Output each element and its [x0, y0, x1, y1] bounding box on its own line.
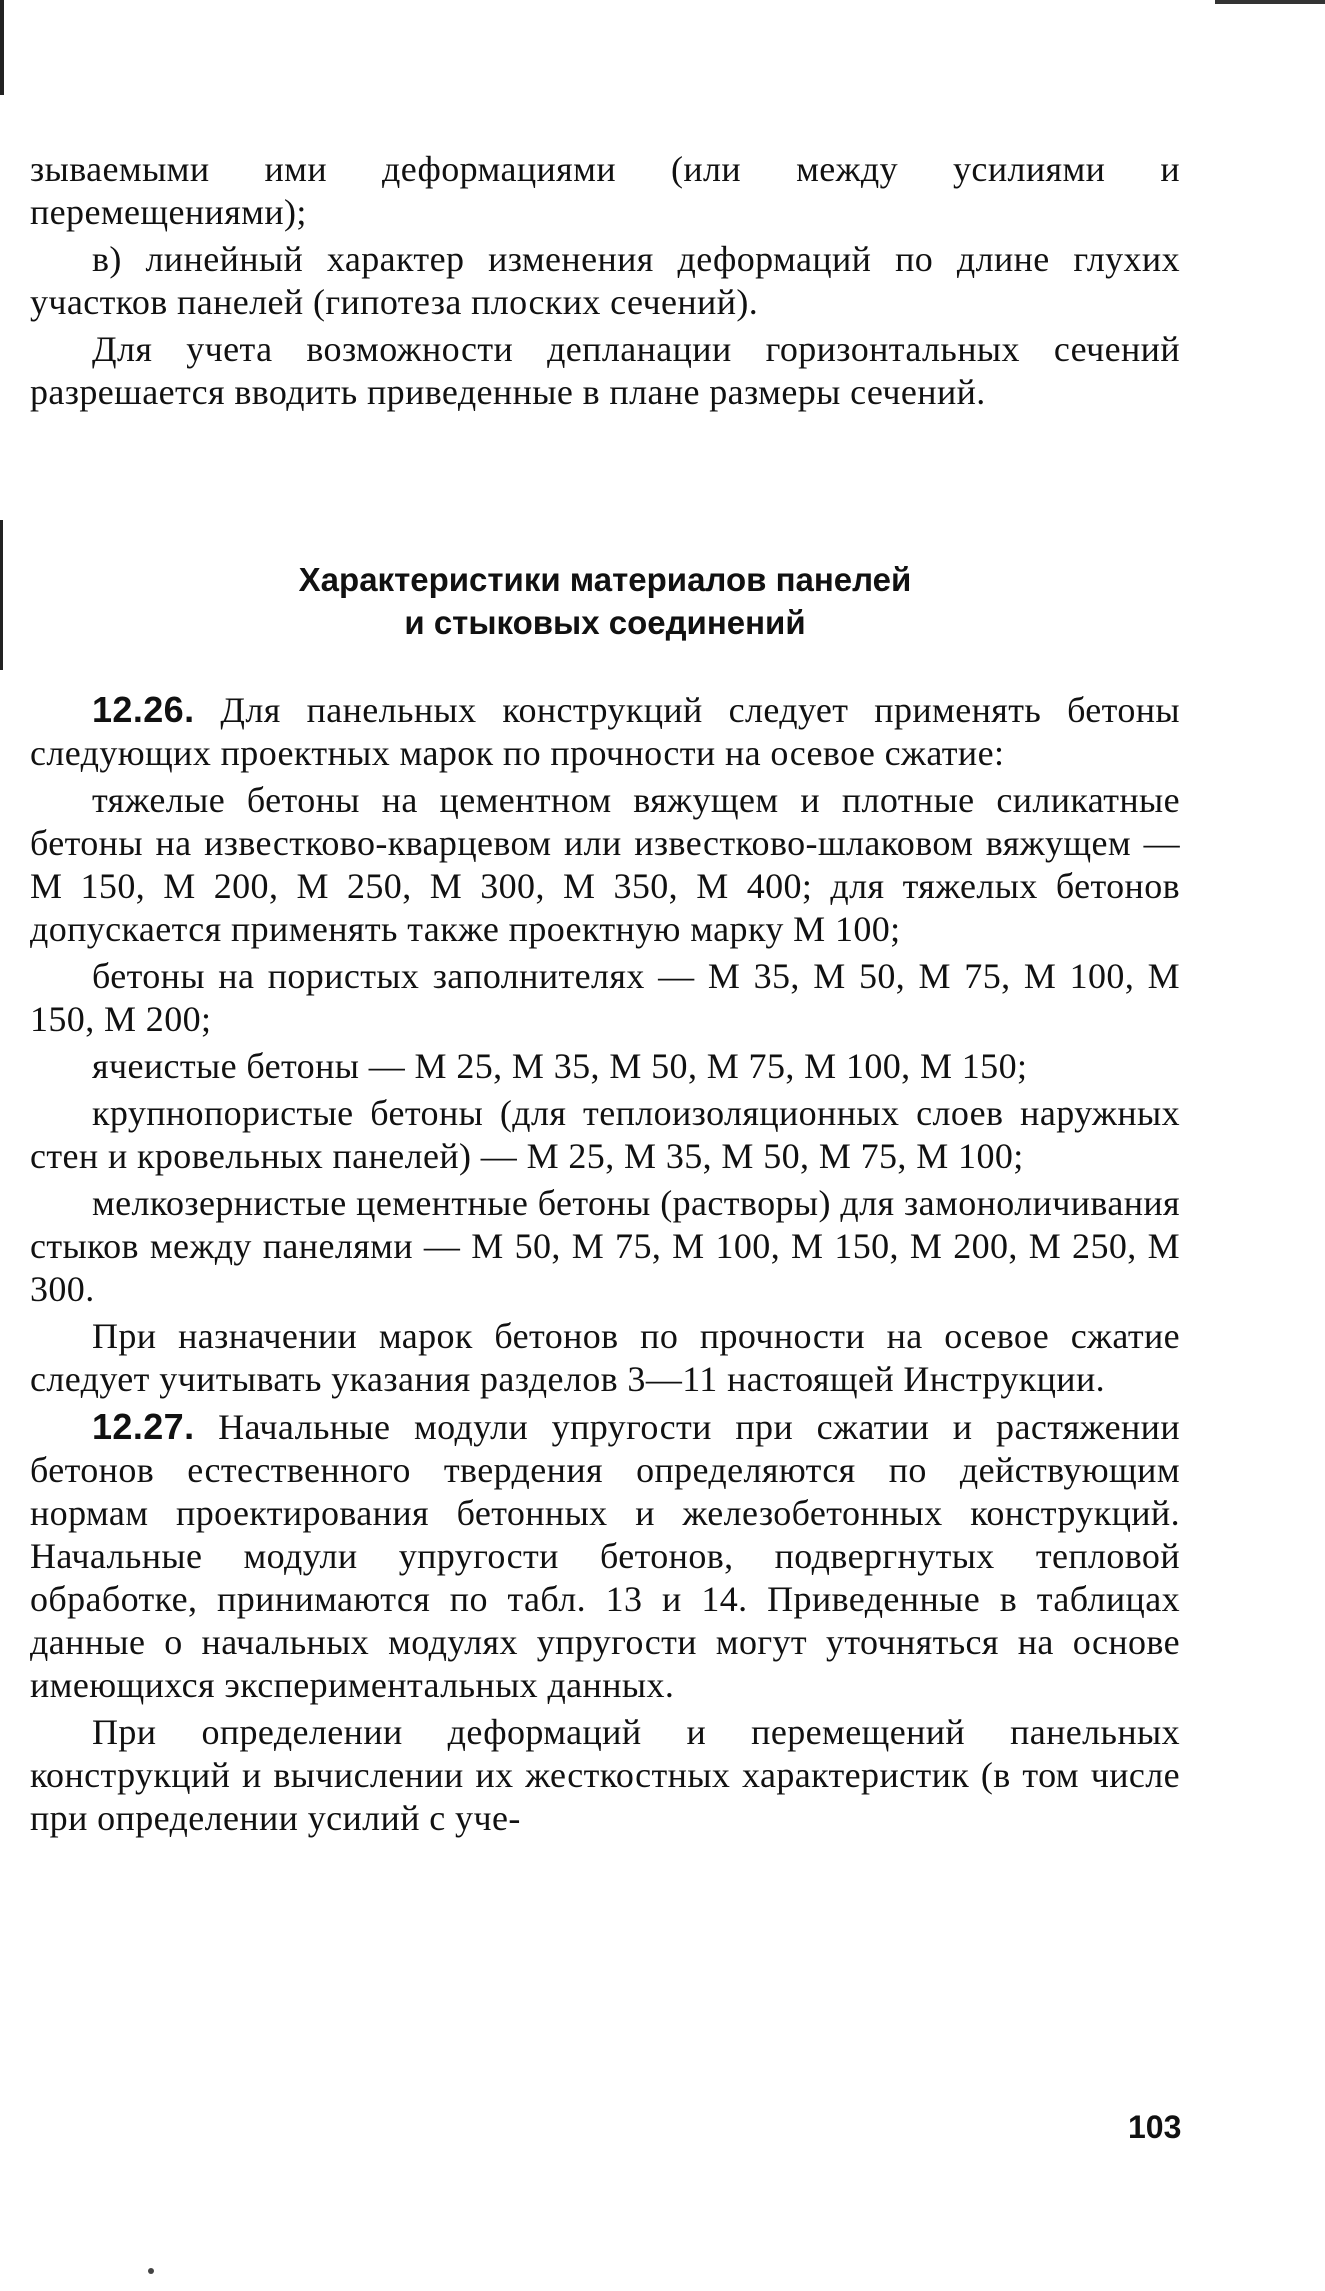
clause-12-26	[30, 688, 1180, 1844]
fine-grained-concrete-item: мелкозернистые цементные бетоны (растворы) для замоноличивания стыков между панелями — М 50, М 75, М 100, М 150, М 200, М 250, М 300.	[30, 1183, 1180, 1309]
section-heading-line-2: и стыковых соединений	[404, 604, 806, 641]
intro-paragraph-continuation: зываемыми ими деформациями (или между усилиями и перемещениями);	[30, 149, 1180, 232]
coarse-porous-concrete-item: крупнопористые бетоны (для теплоизоляционных слоев наружных стен и кровельных панелей) — М 25, М 35, М 50, М 75, М 100;	[30, 1093, 1180, 1176]
clause-12-26-lead-text: Для панельных конструкций следует применять бетоны следующих проектных марок по прочности на осевое сжатие:	[30, 690, 1180, 773]
page-number: 103	[1128, 2109, 1182, 2145]
list-item-v: в) линейный характер изменения деформаций по длине глухих участков панелей (гипотеза плоских сечений).	[30, 239, 1180, 322]
clause-12-27	[30, 1405, 1180, 1707]
clause-12-26-lead	[30, 688, 1180, 775]
scan-edge-mark	[0, 520, 3, 670]
clause-number: 12.26.	[92, 689, 195, 730]
clause-number: 12.27.	[92, 1406, 195, 1447]
heavy-concrete-item: тяжелые бетоны на цементном вяжущем и плотные силикатные бетоны на известково-кварцевом или известково-шлаковом вяжущем — М 150, М 200, М 250, М 300, М 350, М 400; для тяжелых бетонов допускается применять также проектную марку М 100;	[30, 780, 1180, 949]
deformation-paragraph: При определении деформаций и перемещений панельных конструкций и вычислении их жесткостных характеристик (в том числе при определении усилий с уче-	[30, 1712, 1180, 1838]
intro-text	[30, 148, 1180, 418]
scan-top-rule	[1215, 0, 1325, 4]
cellular-concrete-item: ячеистые бетоны — М 25, М 35, М 50, М 75, М 100, М 150;	[92, 1046, 1028, 1086]
deplanation-paragraph: Для учета возможности депланации горизонтальных сечений разрешается вводить приведенные в плане размеры сечений.	[30, 329, 1180, 412]
section-heading	[30, 558, 1180, 644]
porous-concrete-item: бетоны на пористых заполнителях — М 35, М 50, М 75, М 100, М 150, М 200;	[30, 956, 1180, 1039]
section-heading-line-1: Характеристики материалов панелей	[298, 561, 912, 598]
clause-12-27-text: Начальные модули упругости при сжатии и растяжении бетонов естественного твердения определяются по действующим нормам проектирования бетонных и железобетонных конструкций. Начальные модули упругости бетонов, подвергнутых тепловой обработке, принимаются по табл. 13 и 14. Приведенные в таблицах данные о начальных модулях упругости могут уточняться на основе имеющихся экспериментальных данных.	[30, 1407, 1180, 1705]
grade-note-paragraph: При назначении марок бетонов по прочности на осевое сжатие следует учитывать указания разделов 3—11 настоящей Инструкции.	[30, 1316, 1180, 1399]
scan-edge-mark	[0, 0, 4, 95]
scan-dot	[148, 2268, 154, 2274]
